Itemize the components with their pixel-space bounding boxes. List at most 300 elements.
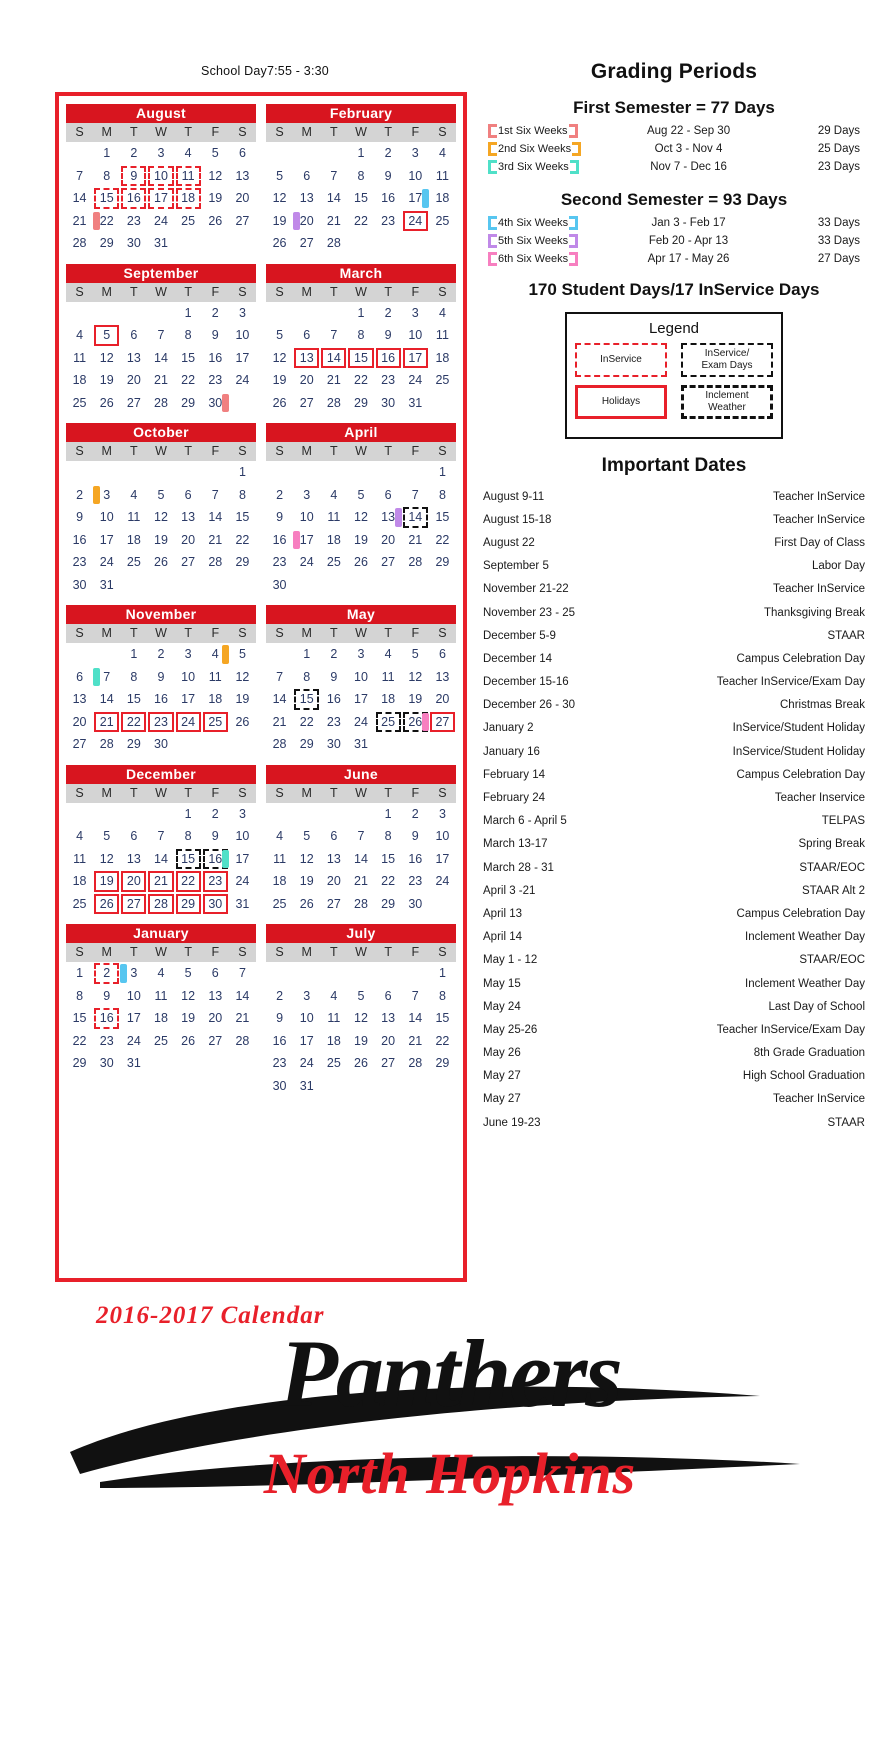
day-cell[interactable] [347,825,374,848]
day-cell[interactable] [120,210,147,233]
day-cell[interactable] [175,985,202,1008]
day-cell[interactable] [402,1030,429,1053]
day-cell[interactable] [229,688,256,711]
day-cell[interactable] [93,666,120,689]
day-cell[interactable] [266,484,293,507]
day-cell[interactable] [202,302,229,325]
day-cell[interactable] [429,484,456,507]
day-cell[interactable] [429,803,456,826]
day-cell[interactable] [402,893,429,916]
day-cell[interactable] [375,688,402,711]
day-cell[interactable] [320,506,347,529]
day-cell[interactable] [375,643,402,666]
day-cell[interactable] [375,848,402,871]
day-cell[interactable] [120,529,147,552]
day-cell[interactable] [293,1030,320,1053]
day-cell[interactable] [66,369,93,392]
day-cell[interactable] [147,324,174,347]
day-cell[interactable] [402,392,429,415]
day-cell[interactable] [147,347,174,370]
day-cell[interactable] [147,893,174,916]
day-cell[interactable] [66,574,93,597]
day-cell[interactable] [120,1007,147,1030]
day-cell[interactable] [229,347,256,370]
day-cell[interactable] [375,187,402,210]
day-cell[interactable] [120,1052,147,1075]
day-cell[interactable] [266,232,293,255]
day-cell[interactable] [293,985,320,1008]
day-cell[interactable] [293,165,320,188]
day-cell[interactable] [293,733,320,756]
day-cell[interactable] [293,870,320,893]
day-cell[interactable] [229,484,256,507]
day-cell[interactable] [175,506,202,529]
day-cell[interactable] [175,893,202,916]
day-cell[interactable] [293,893,320,916]
day-cell[interactable] [175,711,202,734]
day-cell[interactable] [293,529,320,552]
day-cell[interactable] [93,392,120,415]
day-cell[interactable] [202,484,229,507]
day-cell[interactable] [120,232,147,255]
day-cell[interactable] [293,187,320,210]
day-cell[interactable] [229,825,256,848]
day-cell[interactable] [147,529,174,552]
day-cell[interactable] [429,825,456,848]
day-cell[interactable] [93,893,120,916]
day-cell[interactable] [402,848,429,871]
day-cell[interactable] [202,506,229,529]
day-cell[interactable] [320,1007,347,1030]
day-cell[interactable] [202,369,229,392]
day-cell[interactable] [402,711,429,734]
day-cell[interactable] [202,666,229,689]
day-cell[interactable] [229,461,256,484]
day-cell[interactable] [120,848,147,871]
day-cell[interactable] [320,484,347,507]
day-cell[interactable] [320,210,347,233]
day-cell[interactable] [347,392,374,415]
day-cell[interactable] [66,893,93,916]
day-cell[interactable] [202,392,229,415]
day-cell[interactable] [66,666,93,689]
day-cell[interactable] [147,643,174,666]
day-cell[interactable] [229,302,256,325]
day-cell[interactable] [429,165,456,188]
day-cell[interactable] [93,232,120,255]
day-cell[interactable] [147,187,174,210]
day-cell[interactable] [320,551,347,574]
day-cell[interactable] [229,529,256,552]
day-cell[interactable] [293,666,320,689]
day-cell[interactable] [293,506,320,529]
day-cell[interactable] [120,324,147,347]
day-cell[interactable] [93,551,120,574]
day-cell[interactable] [402,165,429,188]
day-cell[interactable] [429,324,456,347]
day-cell[interactable] [266,1052,293,1075]
day-cell[interactable] [120,142,147,165]
day-cell[interactable] [266,574,293,597]
day-cell[interactable] [347,711,374,734]
day-cell[interactable] [320,1030,347,1053]
day-cell[interactable] [93,574,120,597]
day-cell[interactable] [320,369,347,392]
day-cell[interactable] [147,870,174,893]
day-cell[interactable] [93,1030,120,1053]
day-cell[interactable] [120,506,147,529]
day-cell[interactable] [347,733,374,756]
day-cell[interactable] [429,666,456,689]
day-cell[interactable] [347,870,374,893]
day-cell[interactable] [175,803,202,826]
day-cell[interactable] [402,688,429,711]
day-cell[interactable] [66,187,93,210]
day-cell[interactable] [347,688,374,711]
day-cell[interactable] [120,962,147,985]
day-cell[interactable] [375,392,402,415]
day-cell[interactable] [293,688,320,711]
day-cell[interactable] [320,825,347,848]
day-cell[interactable] [120,1030,147,1053]
day-cell[interactable] [266,187,293,210]
day-cell[interactable] [293,392,320,415]
day-cell[interactable] [202,848,229,871]
day-cell[interactable] [175,324,202,347]
day-cell[interactable] [66,711,93,734]
day-cell[interactable] [266,347,293,370]
day-cell[interactable] [347,302,374,325]
day-cell[interactable] [293,711,320,734]
day-cell[interactable] [320,347,347,370]
day-cell[interactable] [175,529,202,552]
day-cell[interactable] [120,187,147,210]
day-cell[interactable] [266,870,293,893]
day-cell[interactable] [320,848,347,871]
day-cell[interactable] [175,347,202,370]
day-cell[interactable] [347,187,374,210]
day-cell[interactable] [320,392,347,415]
day-cell[interactable] [202,165,229,188]
day-cell[interactable] [175,643,202,666]
day-cell[interactable] [402,484,429,507]
day-cell[interactable] [66,392,93,415]
day-cell[interactable] [202,210,229,233]
day-cell[interactable] [266,733,293,756]
day-cell[interactable] [120,643,147,666]
day-cell[interactable] [293,1007,320,1030]
day-cell[interactable] [175,369,202,392]
day-cell[interactable] [266,688,293,711]
day-cell[interactable] [293,210,320,233]
day-cell[interactable] [266,1007,293,1030]
day-cell[interactable] [93,825,120,848]
day-cell[interactable] [429,1007,456,1030]
day-cell[interactable] [266,848,293,871]
day-cell[interactable] [229,893,256,916]
day-cell[interactable] [93,1007,120,1030]
day-cell[interactable] [66,529,93,552]
day-cell[interactable] [120,347,147,370]
day-cell[interactable] [120,733,147,756]
day-cell[interactable] [147,962,174,985]
day-cell[interactable] [93,484,120,507]
day-cell[interactable] [375,711,402,734]
day-cell[interactable] [347,1030,374,1053]
day-cell[interactable] [375,324,402,347]
day-cell[interactable] [229,210,256,233]
day-cell[interactable] [229,985,256,1008]
day-cell[interactable] [202,688,229,711]
day-cell[interactable] [293,324,320,347]
day-cell[interactable] [120,893,147,916]
day-cell[interactable] [66,1007,93,1030]
day-cell[interactable] [375,893,402,916]
day-cell[interactable] [293,1075,320,1098]
day-cell[interactable] [347,529,374,552]
day-cell[interactable] [320,324,347,347]
day-cell[interactable] [266,324,293,347]
day-cell[interactable] [429,643,456,666]
day-cell[interactable] [320,1052,347,1075]
day-cell[interactable] [66,210,93,233]
day-cell[interactable] [202,643,229,666]
day-cell[interactable] [429,302,456,325]
day-cell[interactable] [229,324,256,347]
day-cell[interactable] [347,210,374,233]
day-cell[interactable] [229,666,256,689]
day-cell[interactable] [93,187,120,210]
day-cell[interactable] [402,1052,429,1075]
day-cell[interactable] [293,1052,320,1075]
day-cell[interactable] [266,506,293,529]
day-cell[interactable] [120,870,147,893]
day-cell[interactable] [266,529,293,552]
day-cell[interactable] [375,369,402,392]
day-cell[interactable] [402,142,429,165]
day-cell[interactable] [293,551,320,574]
day-cell[interactable] [202,1007,229,1030]
day-cell[interactable] [93,848,120,871]
day-cell[interactable] [175,825,202,848]
day-cell[interactable] [375,551,402,574]
day-cell[interactable] [147,1030,174,1053]
day-cell[interactable] [347,848,374,871]
day-cell[interactable] [175,666,202,689]
day-cell[interactable] [147,392,174,415]
day-cell[interactable] [202,142,229,165]
day-cell[interactable] [120,688,147,711]
day-cell[interactable] [320,688,347,711]
day-cell[interactable] [93,210,120,233]
day-cell[interactable] [175,165,202,188]
day-cell[interactable] [120,165,147,188]
day-cell[interactable] [375,985,402,1008]
day-cell[interactable] [147,688,174,711]
day-cell[interactable] [93,369,120,392]
day-cell[interactable] [266,551,293,574]
day-cell[interactable] [229,870,256,893]
day-cell[interactable] [175,870,202,893]
day-cell[interactable] [375,210,402,233]
day-cell[interactable] [229,1030,256,1053]
day-cell[interactable] [202,803,229,826]
day-cell[interactable] [202,893,229,916]
day-cell[interactable] [402,369,429,392]
day-cell[interactable] [402,506,429,529]
day-cell[interactable] [429,506,456,529]
day-cell[interactable] [402,803,429,826]
day-cell[interactable] [347,324,374,347]
day-cell[interactable] [320,232,347,255]
day-cell[interactable] [429,347,456,370]
day-cell[interactable] [175,1007,202,1030]
day-cell[interactable] [229,551,256,574]
day-cell[interactable] [402,643,429,666]
day-cell[interactable] [147,985,174,1008]
day-cell[interactable] [120,551,147,574]
day-cell[interactable] [347,165,374,188]
day-cell[interactable] [347,985,374,1008]
day-cell[interactable] [429,848,456,871]
day-cell[interactable] [120,825,147,848]
day-cell[interactable] [175,210,202,233]
day-cell[interactable] [347,551,374,574]
day-cell[interactable] [93,733,120,756]
day-cell[interactable] [347,506,374,529]
day-cell[interactable] [347,1052,374,1075]
day-cell[interactable] [266,893,293,916]
day-cell[interactable] [429,369,456,392]
day-cell[interactable] [429,461,456,484]
day-cell[interactable] [375,870,402,893]
day-cell[interactable] [66,484,93,507]
day-cell[interactable] [375,484,402,507]
day-cell[interactable] [347,484,374,507]
day-cell[interactable] [429,688,456,711]
day-cell[interactable] [147,666,174,689]
day-cell[interactable] [347,666,374,689]
day-cell[interactable] [429,187,456,210]
day-cell[interactable] [375,347,402,370]
day-cell[interactable] [66,1052,93,1075]
day-cell[interactable] [147,551,174,574]
day-cell[interactable] [147,210,174,233]
day-cell[interactable] [293,347,320,370]
day-cell[interactable] [93,985,120,1008]
day-cell[interactable] [120,985,147,1008]
day-cell[interactable] [229,506,256,529]
day-cell[interactable] [266,1030,293,1053]
day-cell[interactable] [402,666,429,689]
day-cell[interactable] [320,187,347,210]
day-cell[interactable] [375,1052,402,1075]
day-cell[interactable] [93,1052,120,1075]
day-cell[interactable] [120,392,147,415]
day-cell[interactable] [229,643,256,666]
day-cell[interactable] [202,347,229,370]
day-cell[interactable] [320,711,347,734]
day-cell[interactable] [175,392,202,415]
day-cell[interactable] [293,643,320,666]
day-cell[interactable] [229,711,256,734]
day-cell[interactable] [66,165,93,188]
day-cell[interactable] [266,985,293,1008]
day-cell[interactable] [402,347,429,370]
day-cell[interactable] [175,551,202,574]
day-cell[interactable] [320,643,347,666]
day-cell[interactable] [320,733,347,756]
day-cell[interactable] [202,825,229,848]
day-cell[interactable] [429,870,456,893]
day-cell[interactable] [266,369,293,392]
day-cell[interactable] [347,142,374,165]
day-cell[interactable] [147,369,174,392]
day-cell[interactable] [375,165,402,188]
day-cell[interactable] [429,529,456,552]
day-cell[interactable] [147,142,174,165]
day-cell[interactable] [293,369,320,392]
day-cell[interactable] [147,165,174,188]
day-cell[interactable] [202,985,229,1008]
day-cell[interactable] [147,232,174,255]
day-cell[interactable] [229,962,256,985]
day-cell[interactable] [66,1030,93,1053]
day-cell[interactable] [66,347,93,370]
day-cell[interactable] [229,803,256,826]
day-cell[interactable] [66,848,93,871]
day-cell[interactable] [266,165,293,188]
day-cell[interactable] [120,369,147,392]
day-cell[interactable] [202,870,229,893]
day-cell[interactable] [266,825,293,848]
day-cell[interactable] [66,870,93,893]
day-cell[interactable] [66,551,93,574]
day-cell[interactable] [202,551,229,574]
day-cell[interactable] [147,506,174,529]
day-cell[interactable] [429,1052,456,1075]
day-cell[interactable] [93,142,120,165]
day-cell[interactable] [175,187,202,210]
day-cell[interactable] [229,187,256,210]
day-cell[interactable] [66,962,93,985]
day-cell[interactable] [266,392,293,415]
day-cell[interactable] [320,529,347,552]
day-cell[interactable] [175,688,202,711]
day-cell[interactable] [266,711,293,734]
day-cell[interactable] [66,733,93,756]
day-cell[interactable] [429,210,456,233]
day-cell[interactable] [266,666,293,689]
day-cell[interactable] [375,506,402,529]
day-cell[interactable] [429,711,456,734]
day-cell[interactable] [347,369,374,392]
day-cell[interactable] [175,848,202,871]
day-cell[interactable] [375,529,402,552]
day-cell[interactable] [375,666,402,689]
day-cell[interactable] [229,142,256,165]
day-cell[interactable] [293,825,320,848]
day-cell[interactable] [93,870,120,893]
day-cell[interactable] [202,324,229,347]
day-cell[interactable] [429,1030,456,1053]
day-cell[interactable] [175,962,202,985]
day-cell[interactable] [320,666,347,689]
day-cell[interactable] [266,1075,293,1098]
day-cell[interactable] [375,142,402,165]
day-cell[interactable] [93,529,120,552]
day-cell[interactable] [66,825,93,848]
